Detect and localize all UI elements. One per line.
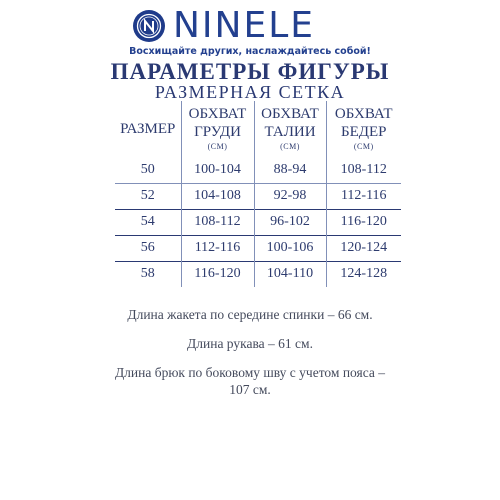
cell-waist: 104-110: [254, 261, 326, 287]
cell-waist: 92-98: [254, 183, 326, 209]
cell-size: 54: [115, 209, 181, 235]
table-row: [115, 183, 401, 209]
cell-size: 58: [115, 261, 181, 287]
table-row: [115, 235, 401, 261]
note-trousers-length-line2: 107 см.: [229, 382, 271, 397]
cell-hips: 124-128: [326, 261, 401, 287]
page-title: ПАРАМЕТРЫ ФИГУРЫ: [110, 59, 390, 84]
cell-waist: 88-94: [254, 157, 326, 183]
cell-chest: 104-108: [181, 183, 254, 209]
table-row: [115, 157, 401, 183]
cell-hips: 108-112: [340, 161, 387, 177]
table-header-row: [115, 101, 401, 157]
column-header-hips: [326, 101, 401, 157]
table-row: [115, 261, 401, 287]
size-chart-table: [115, 101, 401, 287]
cell-size: 56: [115, 235, 181, 261]
table-row: [115, 209, 401, 235]
cell-hips: 112-116: [326, 183, 401, 209]
column-header-unit: (СМ): [280, 142, 300, 151]
cell-waist: 96-102: [254, 209, 326, 235]
column-header-unit: (СМ): [207, 142, 228, 151]
column-header-line2: БЕДЕР: [340, 124, 387, 140]
column-header-label: РАЗМЕР: [120, 121, 176, 137]
brand-name: NINELE: [173, 5, 316, 46]
column-header-waist: [254, 101, 326, 157]
column-header-line1: ОБХВАТ: [334, 106, 393, 122]
cell-chest: 112-116: [181, 235, 254, 261]
note-trousers-length-line1: Длина брюк по боковому шву с учетом пояса –: [114, 365, 386, 380]
column-header-unit: (СМ): [353, 142, 374, 151]
cell-size: 50: [115, 157, 181, 183]
cell-chest: 108-112: [181, 209, 254, 235]
brand-header: [0, 6, 500, 56]
column-header-line2: ТАЛИИ: [264, 124, 316, 140]
cell-chest: 100-104: [181, 157, 254, 183]
measurement-notes: [0, 306, 500, 398]
cell-hips: 120-124: [326, 235, 401, 261]
column-header-line1: ОБХВАТ: [188, 106, 247, 122]
column-header-line2: ГРУДИ: [194, 124, 241, 140]
ninele-monogram-icon: [133, 10, 165, 42]
cell-hips: 116-120: [326, 209, 401, 235]
column-header-line1: ОБХВАТ: [261, 106, 319, 122]
cell-waist: 100-106: [254, 235, 326, 261]
cell-chest: 116-120: [181, 261, 254, 287]
cell-size: 52: [115, 183, 181, 209]
page-subtitle: РАЗМЕРНАЯ СЕТКА: [154, 82, 346, 102]
note-jacket-length: Длина жакета по середине спинки – 66 см.: [127, 307, 373, 322]
column-header-chest: [181, 101, 254, 157]
note-sleeve-length: Длина рукава – 61 см.: [187, 336, 313, 351]
brand-tagline: Восхищайте других, наслаждайтесь собой!: [129, 46, 371, 57]
column-header-size: [115, 101, 181, 157]
